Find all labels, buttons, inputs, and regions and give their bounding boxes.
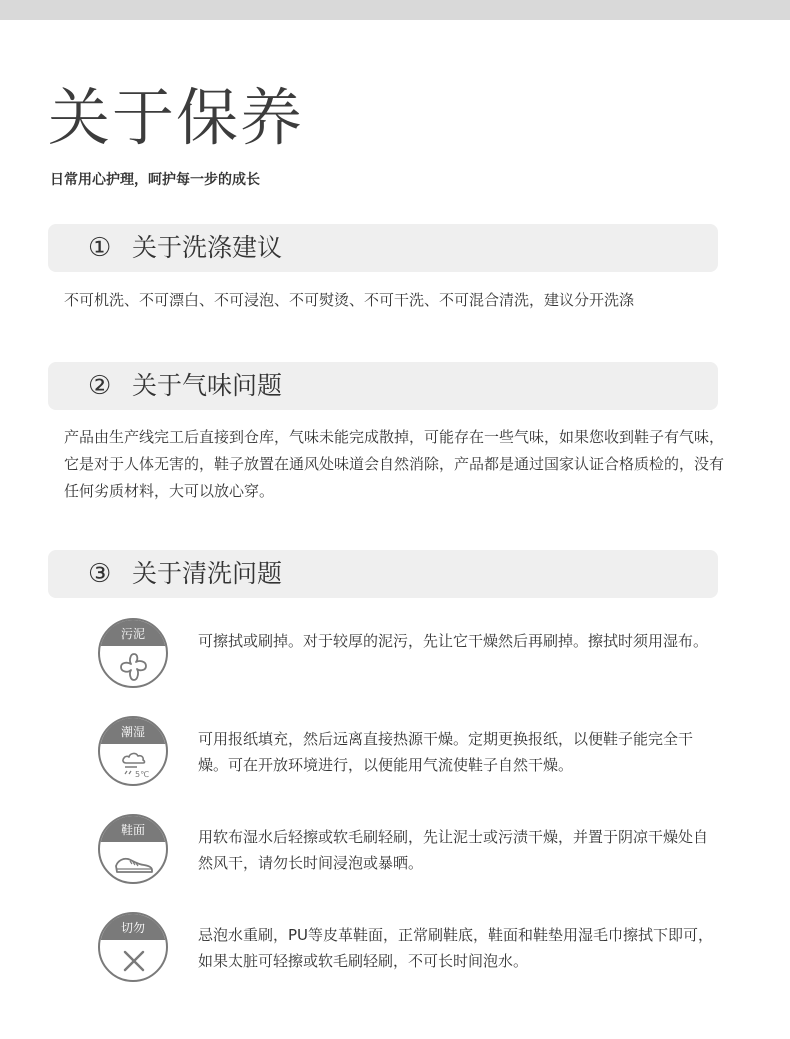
page-title: 关于保养 (48, 81, 305, 154)
section-header-cleaning (48, 550, 718, 598)
mud-badge (98, 618, 168, 688)
care-item-text: 用软布湿水后轻擦或软毛刷轻刷，先让泥士或污渍干燥，并置于阴凉干燥处自然风干，请勿长时间浸泡或暴晒。 (198, 828, 709, 872)
badge-caption: 切勿 (100, 914, 166, 940)
badge-caption: 鞋面 (100, 816, 166, 842)
care-item-text: 可擦拭或刷掉。对于较厚的泥污，先让它干燥然后再刷掉。擦拭时须用湿布。 (198, 632, 709, 650)
humidity-cloud-icon (117, 748, 151, 782)
prohibited-badge (98, 912, 168, 982)
cross-icon (117, 944, 151, 978)
section-header-odor (48, 362, 718, 410)
page-subtitle: 日常用心护理，呵护每一步的成长 (50, 172, 260, 188)
care-item-prohibited (98, 912, 728, 984)
humidity-badge (98, 716, 168, 786)
upper-badge (98, 814, 168, 884)
section-label: 关于气味问题 (132, 371, 283, 400)
washing-advice-text: 不可机洗、不可漂白、不可浸泡、不可熨烫、不可干洗、不可混合清洗，建议分开洗涤 (64, 291, 635, 309)
section-number: ② (88, 371, 112, 401)
section-header-washing (48, 224, 718, 272)
temperature-label: 5℃ (135, 770, 150, 779)
care-item-upper (98, 814, 728, 886)
top-divider-bar (0, 0, 790, 20)
care-item-text: 忌泡水重刷，PU等皮革鞋面，正常刷鞋底，鞋面和鞋垫用湿毛巾擦拭下即可，如果太脏可轻擦或软毛刷轻刷，不可长时间泡水。 (198, 926, 714, 970)
care-item-text: 可用报纸填充，然后远离直接热源干燥。定期更换报纸，以便鞋子能完全干燥。可在开放环境进行，以便能用气流使鞋子自然干燥。 (198, 730, 694, 774)
section-number: ① (88, 233, 112, 263)
care-item-mud (98, 618, 728, 690)
badge-caption: 潮湿 (100, 718, 166, 744)
badge-caption: 污泥 (100, 620, 166, 646)
care-item-humidity (98, 716, 728, 788)
mud-blob-icon (117, 650, 151, 684)
section-label: 关于清洗问题 (132, 559, 283, 588)
sneaker-icon (114, 846, 154, 880)
odor-advice-text: 产品由生产线完工后直接到仓库，气味未能完成散掉，可能存在一些气味，如果您收到鞋子有气味，它是对于人体无害的，鞋子放置在通风处味道会自然消除，产品都是通过国家认证合格质检的，没有任何劣质材料，大可以放心穿。 (64, 428, 725, 500)
section-number: ③ (88, 559, 112, 589)
section-label: 关于洗涤建议 (132, 233, 283, 262)
